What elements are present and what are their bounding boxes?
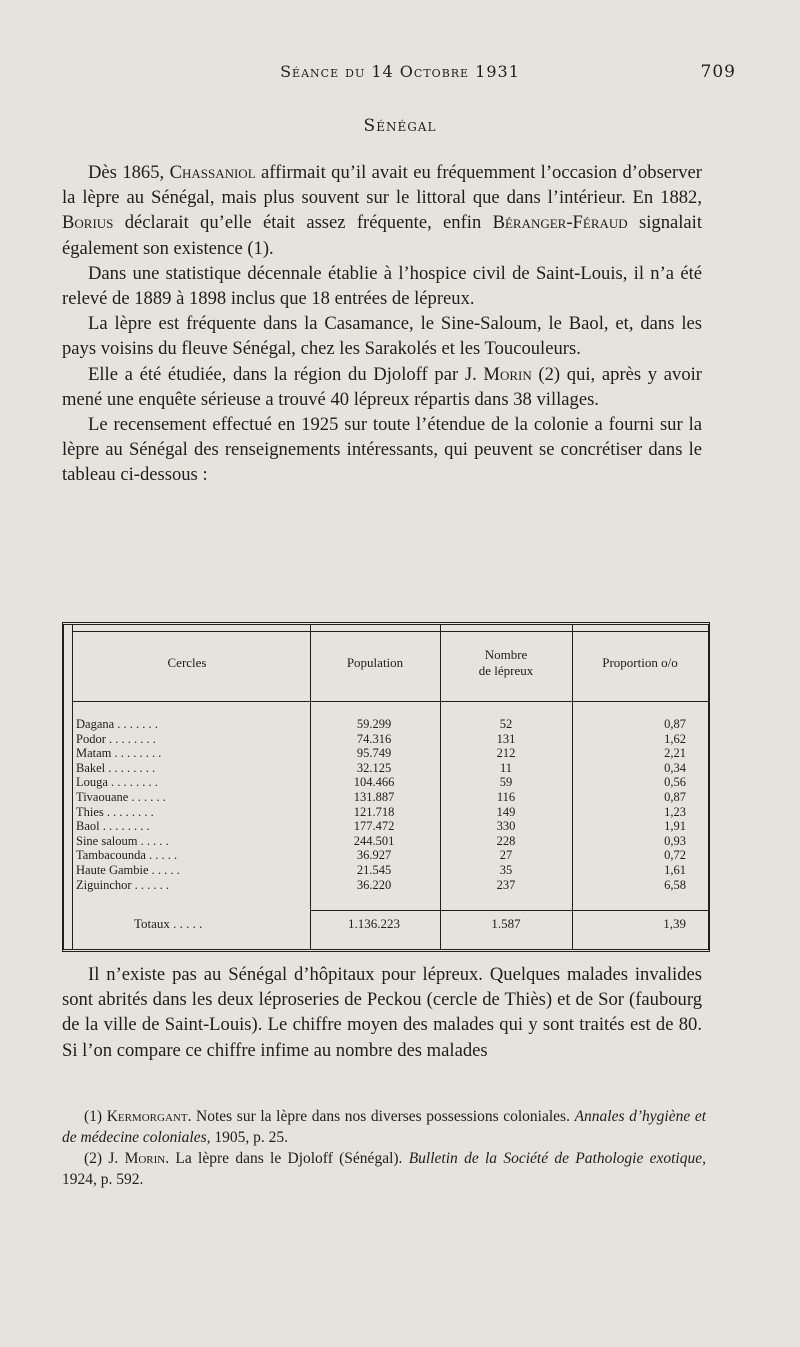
header-population: Population [346, 655, 404, 670]
cell-lepreux: 52 [499, 717, 513, 731]
cell-cercle: Louga . . . . . . . . [76, 775, 158, 790]
cell-cercle: Podor . . . . . . . . [76, 731, 156, 746]
cell-proportion: 1,23 [664, 804, 686, 819]
cell-proportion: 6,58 [664, 877, 686, 892]
cell-population: 36.927 [356, 848, 392, 863]
cell-population: 32.125 [356, 760, 392, 775]
total-lepreux: 1.587 [491, 916, 521, 931]
cell-lepreux: 11 [499, 760, 513, 775]
page-number: 709 [700, 62, 736, 82]
cell-population: 121.718 [353, 804, 395, 819]
cell-population: 104.466 [353, 775, 395, 790]
header-nombre [440, 625, 572, 701]
cell-lepreux: 27 [499, 848, 513, 863]
cell-cercle: Dagana . . . . . . . [76, 717, 158, 731]
table-row [64, 732, 708, 746]
table-row [64, 805, 708, 819]
running-head [60, 62, 740, 86]
cell-population: 95.749 [356, 746, 392, 761]
paragraph-3: La lèpre est fréquente dans la Casamance, le Sine-Saloum, le Baol, et, dans les pays voisins du fleuve Sénégal, chez les Sarakolés et les Toucouleurs. [62, 313, 702, 360]
total-label: Totaux . . . . . [134, 916, 203, 931]
cell-lepreux: 116 [496, 790, 516, 804]
author-name: Kermorgant [106, 1108, 188, 1125]
total-population: 1.136.223 [348, 916, 400, 931]
paragraph-5: Le recensement effectué en 1925 sur toute l’étendue de la colonie a fourni sur la lèpre au Sénégal des renseignements intéressants, qui peuvent se concrétiser dans le tableau ci-dessous : [62, 414, 702, 486]
paragraph-4: Elle a été étudiée, dans la région du Djoloff par J. Morin (2) qui, après y avoir mené une enquête sérieuse a trouvé 40 lépreux répartis dans 38 villages. [62, 363, 703, 410]
cell-proportion: 1,91 [664, 819, 686, 834]
table-rule [72, 701, 708, 702]
header-cercles: Cercles [167, 655, 207, 670]
cell-cercle: Sine saloum . . . . . [76, 833, 169, 848]
cell-cercle: Ziguinchor . . . . . . [76, 877, 170, 892]
cell-proportion: 1,62 [664, 731, 686, 746]
cell-cercle: Tambacounda . . . . . [76, 848, 178, 863]
table-row [64, 819, 708, 833]
paragraph-1: Dès 1865, Chassaniol affirmait qu’il avait eu fréquemment l’occasion d’observer la lèpre au Sénégal, mais plus souvent sur le littoral que dans l’intérieur. En 1882, Borius déclarait qu’elle était assez fréquente, enfin Béranger-Féraud signalait également son existence (1). [62, 162, 702, 259]
cell-population: 36.220 [356, 877, 392, 892]
cell-lepreux: 228 [496, 833, 516, 848]
footnotes [62, 1106, 706, 1190]
cell-lepreux: 131 [496, 731, 516, 746]
total-proportion: 1,39 [663, 916, 686, 931]
table-row [64, 878, 708, 892]
cell-cercle: Haute Gambie . . . . . [76, 863, 180, 877]
cell-population: 21.545 [356, 863, 392, 877]
cell-proportion: 1,61 [664, 863, 686, 877]
table-row [64, 717, 708, 731]
table-row [64, 834, 708, 848]
cell-population: 74.316 [356, 731, 392, 746]
table-row [64, 746, 708, 760]
table-row [64, 863, 708, 877]
paragraph-6: Il n’existe pas au Sénégal d’hôpitaux pour lépreux. Quelques malades invalides sont abrités dans les deux léproseries de Peckou (cercle de Thiès) et de Sor (faubourg de la ville de Saint-Louis). Le chiffre moyen des malades qui y sont traités est de 80. Si l’on compare ce chiffre infime au nombre des malades [62, 964, 702, 1061]
author-name: Béranger-Féraud [492, 212, 628, 234]
cell-population: 131.887 [353, 790, 395, 804]
cell-cercle: Matam . . . . . . . . [76, 746, 162, 761]
table-row [64, 761, 708, 775]
table-row [64, 775, 708, 789]
author-name: Morin [124, 1150, 166, 1167]
footnote-2: (2) J. Morin. La lèpre dans le Djoloff (Sénégal). Bulletin de la Société de Pathologie exotique, 1924, p. 592. [62, 1150, 706, 1188]
cell-lepreux: 212 [496, 746, 516, 761]
cell-lepreux: 237 [496, 877, 516, 892]
section-title: Sénégal [363, 116, 437, 136]
cell-cercle: Baol . . . . . . . . [76, 819, 150, 834]
footnote-1: (1) Kermorgant. Notes sur la lèpre dans nos diverses possessions coloniales. Annales d’hygiène et de médecine coloniales, 1905, p. 25. [62, 1108, 707, 1146]
body-text-top [62, 160, 702, 488]
author-name: Borius [62, 212, 114, 234]
cell-lepreux: 35 [499, 863, 513, 877]
body-text-bottom [62, 962, 702, 1063]
cell-proportion: 0,72 [664, 848, 686, 863]
table-row [64, 790, 708, 804]
journal-title: Annales d’hygiène et de médecine coloniales, [62, 1108, 707, 1146]
cell-lepreux: 59 [499, 775, 513, 790]
cell-proportion: 0,56 [664, 775, 686, 790]
cell-population: 177.472 [353, 819, 395, 834]
header-proportion: Proportion o/o [602, 655, 678, 670]
cell-population: 244.501 [353, 833, 395, 848]
cell-proportion: 2,21 [664, 746, 686, 761]
cell-lepreux: 330 [496, 819, 516, 834]
header-nombre-line2: de lépreux [478, 663, 534, 678]
table-rule [72, 631, 708, 632]
header-nombre-line1: Nombre [484, 647, 528, 662]
cell-cercle: Tivaouane . . . . . . [76, 790, 166, 804]
journal-title: Bulletin de la Société de Pathologie exotique, [408, 1150, 706, 1167]
table-total-row [64, 913, 708, 935]
cell-proportion: 0,87 [664, 790, 686, 804]
cell-cercle: Thies . . . . . . . . [76, 804, 154, 819]
running-title: Séance du 14 Octobre 1931 [280, 62, 520, 81]
author-name: Morin [483, 363, 532, 385]
leprosy-table [62, 622, 710, 952]
table-rule [310, 910, 708, 911]
cell-proportion: 0,34 [664, 760, 686, 775]
author-name: Chassaniol [169, 162, 256, 183]
cell-lepreux: 149 [496, 804, 516, 819]
table-row [64, 848, 708, 862]
paragraph-2: Dans une statistique décennale établie à l’hospice civil de Saint-Louis, il n’a été relevé de 1889 à 1898 inclus que 18 entrées de lépreux. [62, 262, 702, 310]
cell-population: 59.299 [356, 717, 392, 731]
cell-proportion: 0,93 [664, 833, 686, 848]
cell-proportion: 0,87 [664, 717, 686, 731]
cell-cercle: Bakel . . . . . . . . [76, 760, 156, 775]
